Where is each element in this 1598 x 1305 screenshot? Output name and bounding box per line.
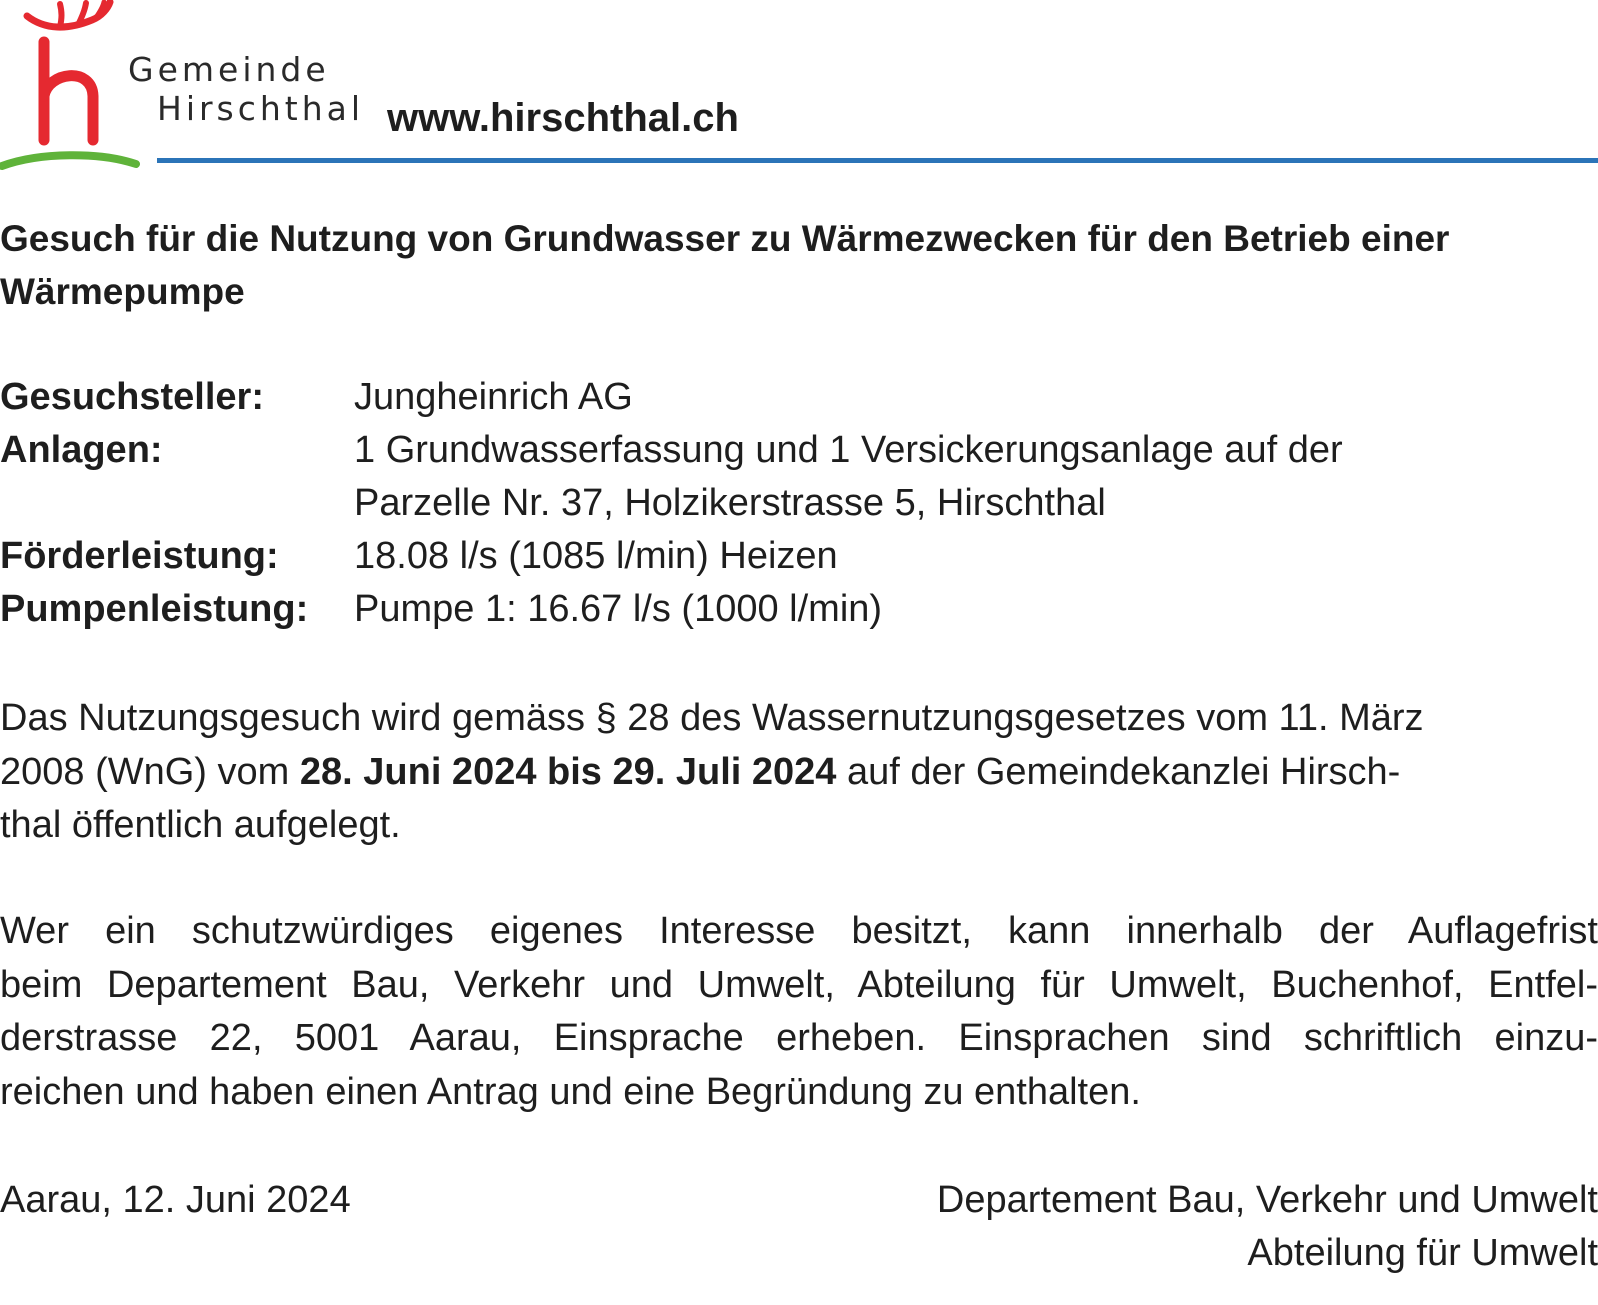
detail-label: Anlagen: (0, 429, 163, 471)
logo-text-gemeinde: Gemeinde (128, 50, 330, 89)
detail-value: Jungheinrich AG (354, 376, 633, 418)
paragraph-public-display (0, 692, 1598, 853)
detail-value: Parzelle Nr. 37, Holzikerstrasse 5, Hirschthal (354, 482, 1106, 524)
detail-label: Förderleistung: (0, 535, 279, 577)
detail-label-empty (0, 477, 354, 530)
website-link[interactable]: www.hirschthal.ch (387, 96, 739, 140)
display-period: 28. Juni 2024 bis 29. Juli 2024 (299, 750, 837, 793)
paragraph-line: derstrasse 22, 5001 Aarau, Einsprache erheben. Einsprachen sind schriftlich einzu- (0, 1017, 1598, 1059)
paragraph-line (0, 746, 1598, 800)
logo-text-hirschthal: Hirschthal (157, 89, 365, 128)
authority-department: Departement Bau, Verkehr und Umwelt (936, 1179, 1598, 1221)
detail-value: Pumpe 1: 16.67 l/s (1000 l/min) (354, 588, 883, 630)
header (0, 0, 1598, 180)
place-date: Aarau, 12. Juni 2024 (0, 1179, 351, 1221)
detail-label: Gesuchsteller: (0, 376, 264, 418)
paragraph-text: 2008 (WnG) vom (0, 750, 300, 793)
detail-row-facilities (0, 424, 1598, 477)
paragraph-objection (0, 905, 1598, 1119)
detail-value: 18.08 l/s (1085 l/min) Heizen (354, 535, 838, 577)
paragraph-line: Das Nutzungsgesuch wird gemäss § 28 des Wassernutzungsgesetzes vom 11. März (0, 697, 1424, 739)
detail-row-facilities-cont (0, 477, 1598, 530)
application-details (0, 371, 1598, 636)
header-divider (157, 158, 1598, 163)
detail-label: Pumpenleistung: (0, 588, 309, 630)
detail-row-delivery-rate (0, 530, 1598, 583)
paragraph-line: thal öffentlich aufgelegt. (0, 804, 401, 846)
authority-division: Abteilung für Umwelt (1247, 1232, 1598, 1274)
detail-value: 1 Grundwasserfassung und 1 Versickerungsanlage auf der (354, 429, 1343, 471)
paragraph-line: Wer ein schutzwürdiges eigenes Interesse besitzt, kann innerhalb der Auflagefrist (0, 910, 1598, 952)
detail-row-applicant (0, 371, 1598, 424)
document-title: Gesuch für die Nutzung von Grundwasser zu Wärmezwecken für den Betrieb einer Wärmepumpe (0, 218, 1450, 312)
issuing-authority (937, 1174, 1598, 1280)
paragraph-text: auf der Gemeindekanzlei Hirsch- (836, 750, 1401, 793)
paragraph-line: reichen und haben einen Antrag und eine Begründung zu enthalten. (0, 1070, 1141, 1113)
deer-antler-h-logo-icon (0, 0, 150, 180)
detail-row-pump-capacity (0, 583, 1598, 636)
paragraph-line: beim Departement Bau, Verkehr und Umwelt, Abteilung für Umwelt, Buchenhof, Entfel- (0, 963, 1598, 1006)
